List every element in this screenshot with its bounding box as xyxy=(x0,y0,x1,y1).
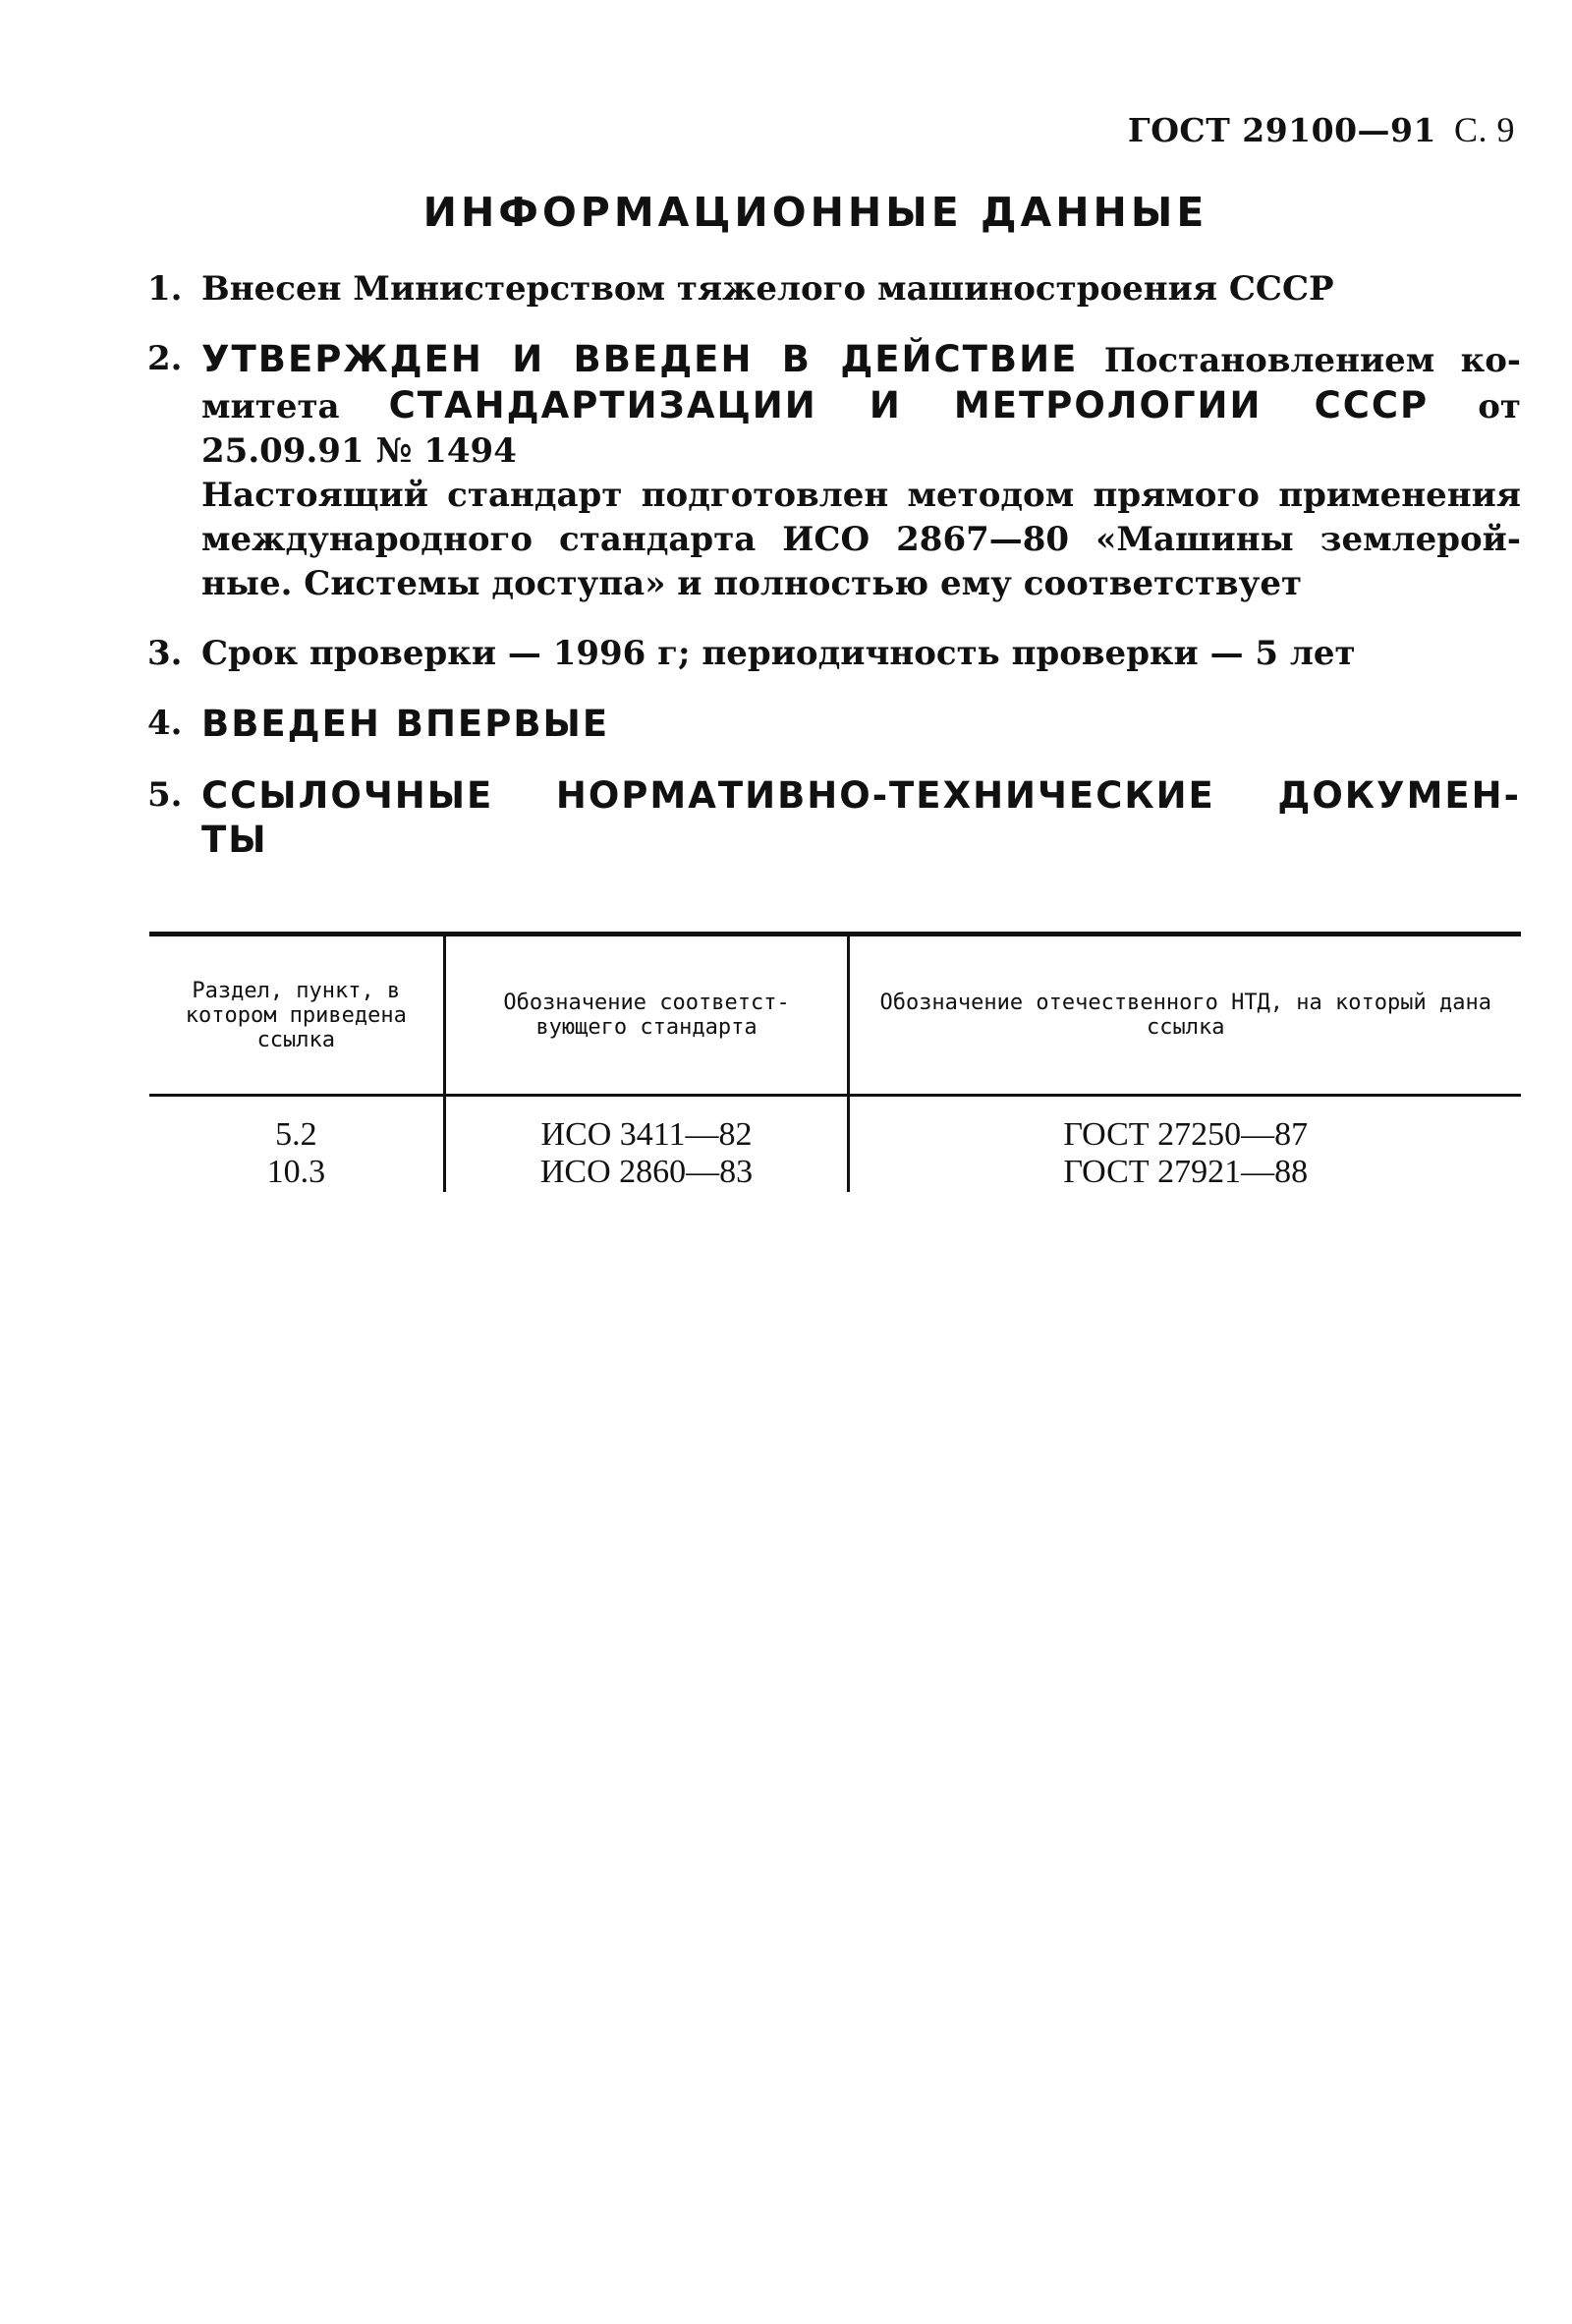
approval-heading: УТВЕРЖДЕН И ВВЕДЕН В ДЕЙСТВИЕ xyxy=(201,338,1079,380)
iso-standard-cell xyxy=(444,1096,849,1193)
page-header xyxy=(1128,109,1515,150)
committee-name: СТАНДАРТИЗАЦИИ И МЕТРОЛОГИИ СССР xyxy=(388,384,1430,426)
list-item xyxy=(147,773,1521,862)
standard-note-line-1: Настоящий стандарт подготовлен методом прямого применения xyxy=(201,476,1521,515)
list-item xyxy=(147,267,1521,312)
item-text: ВВЕДЕН ВПЕРВЫЕ xyxy=(201,703,610,745)
standard-note-line-2: международного стандарта ИСО 2867—80 «Машины землерой- xyxy=(201,520,1521,559)
document-code: ГОСТ 29100—91 xyxy=(1127,111,1436,149)
item-number: 4. xyxy=(147,704,183,743)
cell-value: 5.2 xyxy=(275,1116,317,1153)
page-number: С. 9 xyxy=(1453,110,1515,149)
item-number: 5. xyxy=(147,775,183,815)
item-text: Срок проверки — 1996 г; периодичность проверки — 5 лет xyxy=(201,634,1356,673)
references-table xyxy=(149,932,1521,1192)
list-item xyxy=(147,702,1521,748)
approval-line-1 xyxy=(201,337,1521,383)
column-header-section: Раздел, пункт, в котором приведена ссылка xyxy=(149,935,444,1096)
references-heading-line-2: ТЫ xyxy=(201,819,268,861)
list-item xyxy=(147,632,1521,676)
column-header-national-document: Обозначение отечественного НТД, на который дана ссылка xyxy=(849,935,1521,1096)
date-prefix: от xyxy=(1478,387,1521,426)
standard-note-line-3: ные. Системы доступа» и полностью ему соответствует xyxy=(201,564,1303,603)
cell-value: ИСО 2860—83 xyxy=(539,1154,754,1190)
cell-value: ГОСТ 27921—88 xyxy=(1063,1154,1309,1190)
cell-value: ИСО 3411—82 xyxy=(540,1116,753,1153)
item-number: 2. xyxy=(147,339,183,378)
national-document-cell xyxy=(849,1096,1521,1193)
section-title: ИНФОРМАЦИОННЫЕ ДАННЫЕ xyxy=(422,189,1208,236)
info-items-list xyxy=(147,267,1521,887)
resolution-date-number: 25.09.91 № 1494 xyxy=(201,431,517,471)
cell-value: 10.3 xyxy=(266,1154,326,1190)
table-row xyxy=(149,1096,1521,1193)
references-heading-line-1: ССЫЛОЧНЫЕ НОРМАТИВНО-ТЕХНИЧЕСКИЕ ДОКУМЕН- xyxy=(201,774,1521,817)
list-item xyxy=(147,337,1521,606)
item-number: 1. xyxy=(147,269,183,309)
item-number: 3. xyxy=(147,634,183,673)
section-cell xyxy=(149,1096,444,1193)
cell-value: ГОСТ 27250—87 xyxy=(1063,1116,1309,1153)
column-header-iso-standard: Обозначение соответст- вующего стандарта xyxy=(444,935,849,1096)
item-text: Внесен Министерством тяжелого машиностроения СССР xyxy=(201,269,1334,309)
approval-text: Постановлением ко- xyxy=(1103,341,1521,380)
references-table-wrapper xyxy=(149,932,1521,1192)
approval-line-2 xyxy=(201,383,1521,429)
committee-prefix: митета xyxy=(201,387,340,426)
table-header-row xyxy=(149,935,1521,1096)
